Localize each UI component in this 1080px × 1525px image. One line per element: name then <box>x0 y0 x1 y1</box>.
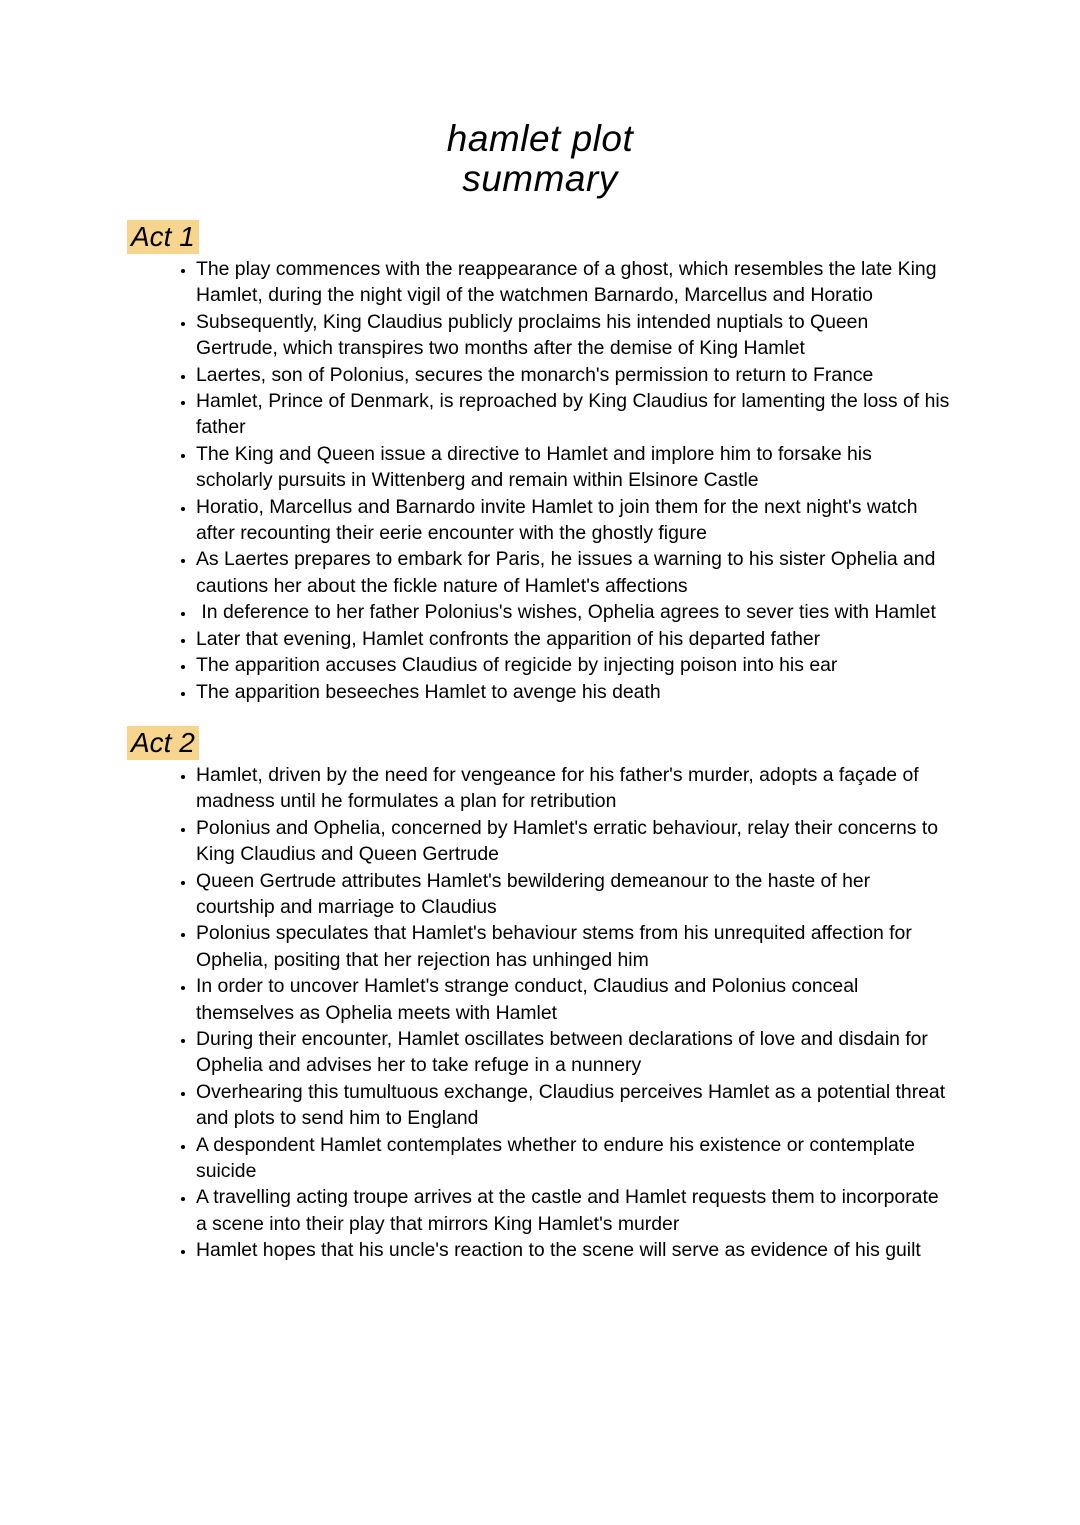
bullet-item: • As Laertes prepares to embark for Paris, he issues a warning to his sister Ophelia and cautions her about the fickle nature of Hamlet's affections <box>196 546 953 599</box>
bullet-item: • Hamlet hopes that his uncle's reaction to the scene will serve as evidence of his guilt <box>196 1237 953 1263</box>
act-1-list <box>127 256 953 705</box>
act-1-heading <box>127 222 953 252</box>
bullet-item: • Subsequently, King Claudius publicly proclaims his intended nuptials to Queen Gertrude, which transpires two months after the demise of King Hamlet <box>196 309 953 362</box>
bullet-item: • A travelling acting troupe arrives at the castle and Hamlet requests them to incorporate a scene into their play that mirrors King Hamlet's murder <box>196 1184 953 1237</box>
bullet-item: • Laertes, son of Polonius, secures the monarch's permission to return to France <box>196 362 953 388</box>
title-line-1: hamlet plot <box>446 118 634 159</box>
act-2-heading-highlight: Act 2 <box>127 726 199 760</box>
act-2-list <box>127 762 953 1264</box>
bullet-item: • The play commences with the reappearance of a ghost, which resembles the late King Hamlet, during the night vigil of the watchmen Barnardo, Marcellus and Horatio <box>196 256 953 309</box>
bullet-item: • A despondent Hamlet contemplates whether to endure his existence or contemplate suicide <box>196 1132 953 1185</box>
bullet-item: • Hamlet, driven by the need for vengeance for his father's murder, adopts a façade of madness until he formulates a plan for retribution <box>196 762 953 815</box>
bullet-item: • Later that evening, Hamlet confronts the apparition of his departed father <box>196 626 953 652</box>
bullet-item: • Polonius and Ophelia, concerned by Hamlet's erratic behaviour, relay their concerns to King Claudius and Queen Gertrude <box>196 815 953 868</box>
document-title <box>127 119 953 199</box>
act-2-heading <box>127 728 953 758</box>
bullet-item: • The apparition beseeches Hamlet to avenge his death <box>196 679 953 705</box>
bullet-item: • During their encounter, Hamlet oscillates between declarations of love and disdain for Ophelia and advises her to take refuge in a nunnery <box>196 1026 953 1079</box>
bullet-item: • The King and Queen issue a directive to Hamlet and implore him to forsake his scholarly pursuits in Wittenberg and remain within Elsinore Castle <box>196 441 953 494</box>
bullet-item: • Polonius speculates that Hamlet's behaviour stems from his unrequited affection for Ophelia, positing that her rejection has unhinged him <box>196 920 953 973</box>
bullet-item: • Horatio, Marcellus and Barnardo invite Hamlet to join them for the next night's watch after recounting their eerie encounter with the ghostly figure <box>196 494 953 547</box>
bullet-item: • Overhearing this tumultuous exchange, Claudius perceives Hamlet as a potential threat and plots to send him to England <box>196 1079 953 1132</box>
bullet-item: • Hamlet, Prince of Denmark, is reproached by King Claudius for lamenting the loss of his father <box>196 388 953 441</box>
act-1-heading-highlight: Act 1 <box>127 220 199 254</box>
bullet-item: • Queen Gertrude attributes Hamlet's bewildering demeanour to the haste of her courtship and marriage to Claudius <box>196 868 953 921</box>
bullet-item: • In deference to her father Polonius's wishes, Ophelia agrees to sever ties with Hamlet <box>196 599 953 625</box>
bullet-item: • In order to uncover Hamlet's strange conduct, Claudius and Polonius conceal themselves as Ophelia meets with Hamlet <box>196 973 953 1026</box>
title-line-2: summary <box>462 158 618 199</box>
bullet-item: • The apparition accuses Claudius of regicide by injecting poison into his ear <box>196 652 953 678</box>
